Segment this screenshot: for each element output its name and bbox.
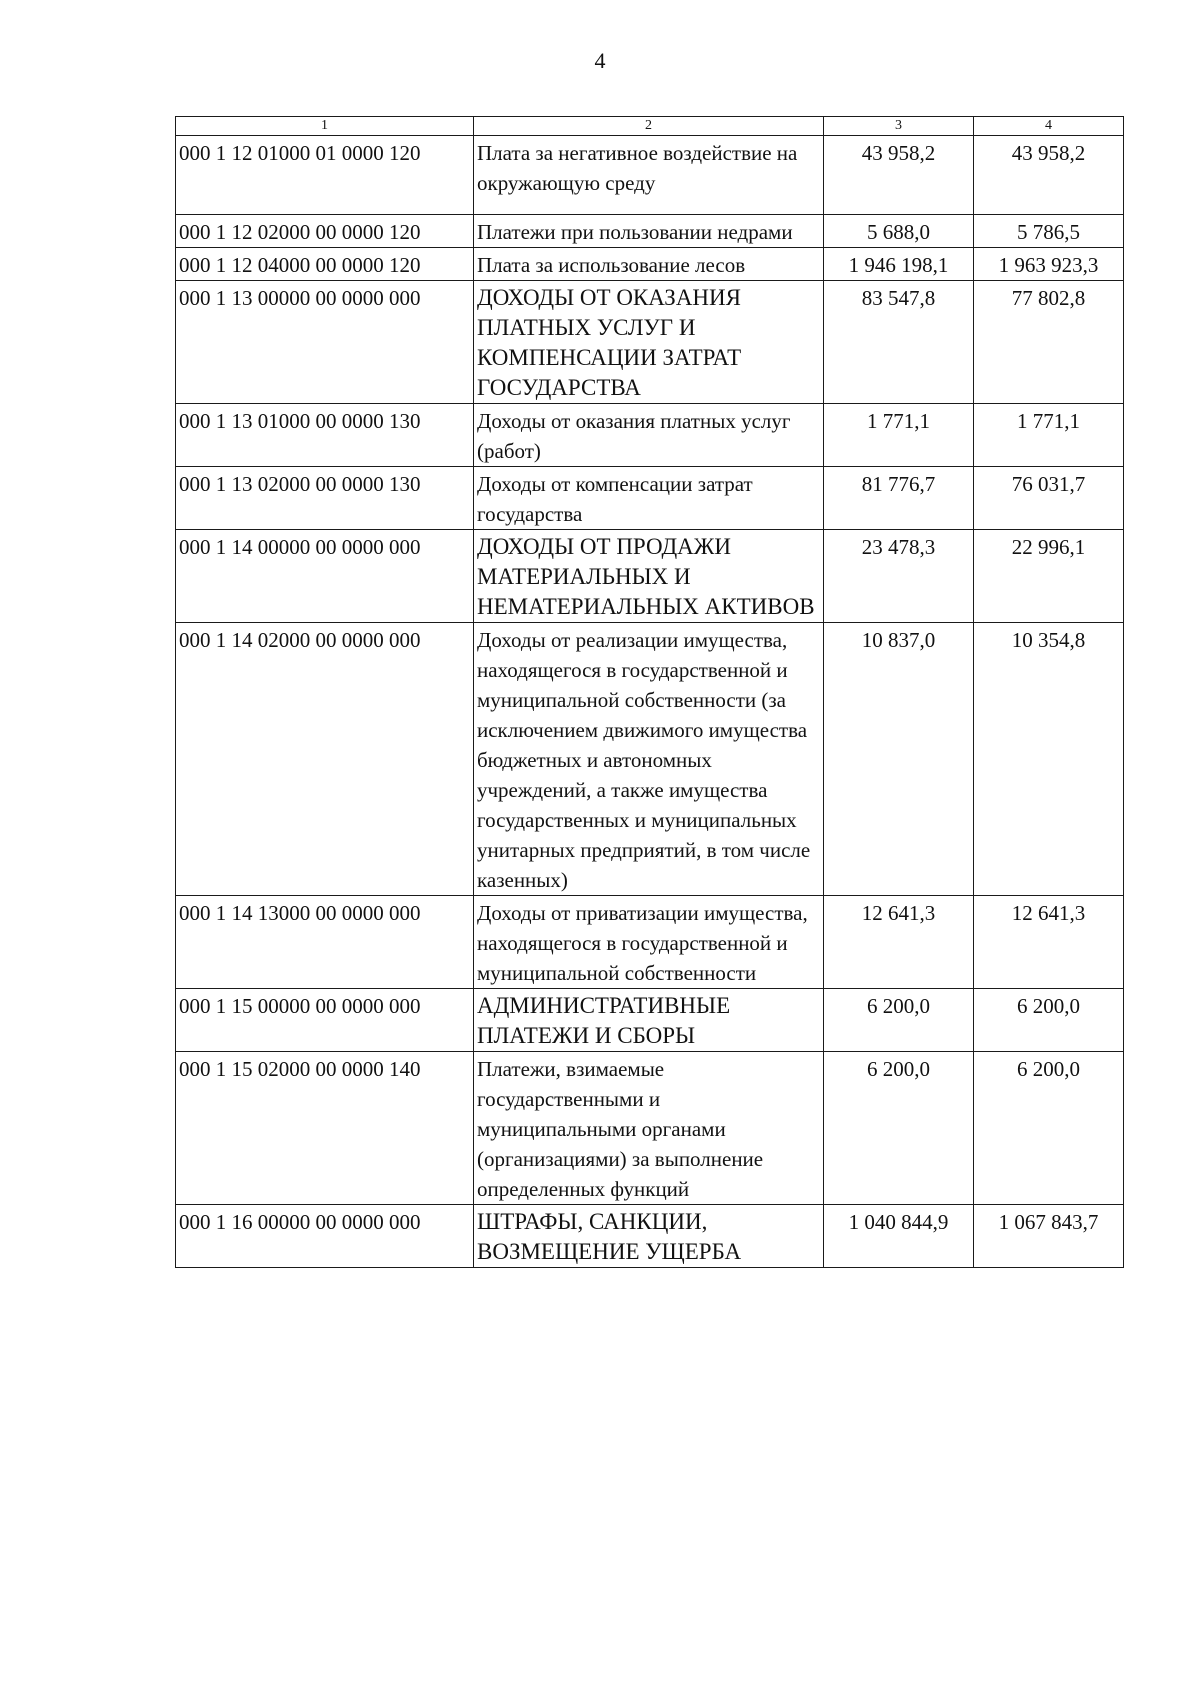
revenue-name-cell: Доходы от оказания платных услуг (работ)	[474, 404, 824, 467]
amount-col3-cell: 5 688,0	[824, 215, 974, 248]
revenue-name-cell: Доходы от приватизации имущества, находящегося в государственной и муниципальной собственности	[474, 896, 824, 989]
amount-col3-cell: 12 641,3	[824, 896, 974, 989]
column-number-row	[176, 117, 1124, 136]
page-number: 4	[594, 48, 606, 73]
amount-col4-cell: 77 802,8	[974, 281, 1124, 404]
amount-col4-cell: 76 031,7	[974, 467, 1124, 530]
amount-col3-cell: 6 200,0	[824, 1052, 974, 1205]
table-row	[176, 623, 1124, 896]
amount-col3-cell: 6 200,0	[824, 989, 974, 1052]
table-row	[176, 404, 1124, 467]
revenue-name-cell: ДОХОДЫ ОТ ПРОДАЖИ МАТЕРИАЛЬНЫХ И НЕМАТЕРИАЛЬНЫХ АКТИВОВ	[474, 530, 824, 623]
budget-code-cell: 000 1 13 02000 00 0000 130	[176, 467, 474, 530]
column-number-4: 4	[974, 117, 1124, 136]
budget-code-cell: 000 1 12 01000 01 0000 120	[176, 136, 474, 215]
budget-code-cell: 000 1 14 00000 00 0000 000	[176, 530, 474, 623]
table-row	[176, 989, 1124, 1052]
revenue-name-cell: Платежи при пользовании недрами	[474, 215, 824, 248]
amount-col4-cell: 1 771,1	[974, 404, 1124, 467]
budget-code-cell: 000 1 14 13000 00 0000 000	[176, 896, 474, 989]
amount-col3-cell: 83 547,8	[824, 281, 974, 404]
table-row	[176, 1205, 1124, 1268]
budget-code-cell: 000 1 14 02000 00 0000 000	[176, 623, 474, 896]
amount-col4-cell: 1 067 843,7	[974, 1205, 1124, 1268]
budget-code-cell: 000 1 15 00000 00 0000 000	[176, 989, 474, 1052]
table-row	[176, 281, 1124, 404]
revenue-name-cell: Плата за использование лесов	[474, 248, 824, 281]
revenue-name-cell: Доходы от компенсации затрат государства	[474, 467, 824, 530]
revenue-name-cell: ДОХОДЫ ОТ ОКАЗАНИЯ ПЛАТНЫХ УСЛУГ И КОМПЕНСАЦИИ ЗАТРАТ ГОСУДАРСТВА	[474, 281, 824, 404]
column-number-2: 2	[474, 117, 824, 136]
revenue-name-cell: АДМИНИСТРАТИВНЫЕ ПЛАТЕЖИ И СБОРЫ	[474, 989, 824, 1052]
budget-code-cell: 000 1 12 02000 00 0000 120	[176, 215, 474, 248]
revenue-name-cell: Плата за негативное воздействие на окружающую среду	[474, 136, 824, 215]
amount-col3-cell: 10 837,0	[824, 623, 974, 896]
amount-col4-cell: 43 958,2	[974, 136, 1124, 215]
table-row	[176, 896, 1124, 989]
amount-col4-cell: 1 963 923,3	[974, 248, 1124, 281]
revenue-table	[175, 116, 1124, 1268]
amount-col4-cell: 6 200,0	[974, 989, 1124, 1052]
amount-col4-cell: 12 641,3	[974, 896, 1124, 989]
revenue-name-cell: Доходы от реализации имущества, находящегося в государственной и муниципальной собственности (за исключением движимого имущества бюджетных и автономных учреждений, а также имущества государственных и муниципальных унитарных предприятий, в том числе казенных)	[474, 623, 824, 896]
table-row	[176, 1052, 1124, 1205]
table-row	[176, 248, 1124, 281]
table-row	[176, 136, 1124, 215]
budget-code-cell: 000 1 16 00000 00 0000 000	[176, 1205, 474, 1268]
revenue-name-cell: Платежи, взимаемые государственными и муниципальными органами (организациями) за выполнение определенных функций	[474, 1052, 824, 1205]
amount-col3-cell: 43 958,2	[824, 136, 974, 215]
table-row	[176, 215, 1124, 248]
amount-col3-cell: 81 776,7	[824, 467, 974, 530]
budget-code-cell: 000 1 15 02000 00 0000 140	[176, 1052, 474, 1205]
amount-col4-cell: 22 996,1	[974, 530, 1124, 623]
amount-col3-cell: 1 771,1	[824, 404, 974, 467]
amount-col3-cell: 23 478,3	[824, 530, 974, 623]
column-number-3: 3	[824, 117, 974, 136]
amount-col3-cell: 1 040 844,9	[824, 1205, 974, 1268]
revenue-name-cell: ШТРАФЫ, САНКЦИИ, ВОЗМЕЩЕНИЕ УЩЕРБА	[474, 1205, 824, 1268]
table-row	[176, 467, 1124, 530]
column-number-1: 1	[176, 117, 474, 136]
budget-code-cell: 000 1 13 01000 00 0000 130	[176, 404, 474, 467]
amount-col4-cell: 5 786,5	[974, 215, 1124, 248]
budget-code-cell: 000 1 13 00000 00 0000 000	[176, 281, 474, 404]
table-row	[176, 530, 1124, 623]
amount-col3-cell: 1 946 198,1	[824, 248, 974, 281]
amount-col4-cell: 6 200,0	[974, 1052, 1124, 1205]
budget-code-cell: 000 1 12 04000 00 0000 120	[176, 248, 474, 281]
amount-col4-cell: 10 354,8	[974, 623, 1124, 896]
